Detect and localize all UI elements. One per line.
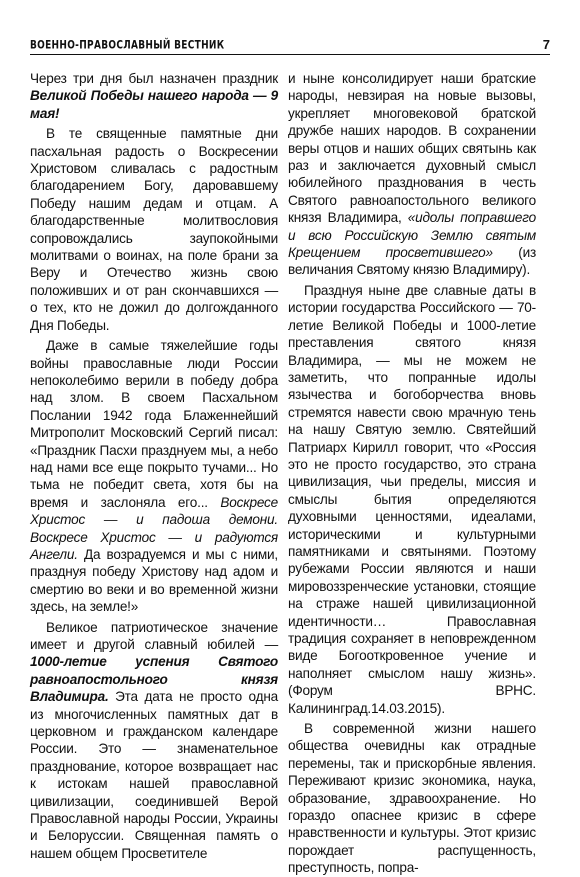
paragraph: В современной жизни нашего общества очевидны как отрадные перемены, так и прискорбные явления. Переживают кризис экономика, наука, образование, здравоохранение. Но гораздо опаснее кризис в сфере нравственности и культуры. Этот кризис порождает распущенность, преступность, попра- [288,721,536,876]
emphasis-text: 1000-летие успения Святого равноапостольного князя Владимира. [30,654,278,705]
italic-quote: «идолы поправшего и всю Российскую Землю святым Крещением просветившего» [288,210,536,261]
text-run: Через три дня был назначен праздник [30,71,278,86]
paragraph [288,70,536,279]
running-header [30,32,550,55]
text-run: Даже в самые тяжелейшие годы войны православные люди России непоколебимо верили в победу добра над злом. В своем Пасхальном Послании 1942 года Блаженнейший Митрополит Московский Сергий писал: «Праздник Пасхи празднуем мы, а небо над нами все еще покрыто тучами... Но тьма не победит света, хотя бы на время и заслоняла его... [30,338,278,510]
italic-quote: Воскресе Христос — и падоша демони. Воскресе Христос — и радуются Ангели. [30,494,278,562]
left-column [30,70,278,862]
paragraph: В те священные памятные дни пасхальная радость о Воскресении Христовом сливалась с радостным благодарением Богу, даровавшему Победу нашим дедам и отцам. А благодарственные молитвословия сопровождались заупокойными молитвами о воинах, на поле брани за Веру и Отечество жизнь свою положивших и от ран скончавшихся — о тех, кто не дожил до долгожданного Дня Победы. [30,126,278,333]
paragraph [30,619,278,863]
paragraph [30,337,278,616]
publication-title: ВОЕННО-ПРАВОСЛАВНЫЙ ВЕСТНИК [30,39,225,52]
right-column [288,70,536,877]
paragraph: Празднуя ныне две славные даты в истории государства Российского — 70-летие Великой Победы и 1000-летие преставления святого князя Владимира, — мы не можем не заметить, что попранные идолы язычества и богоборчества вновь стремятся навести свою мрачную тень на нашу Святую землю. Святейший Патриарх Кирилл говорит, что «Россия это не просто государство, это страна цивилизация, чьи пределы, миссия и смыслы бытия определяются духовными ценностями, идеалами, историческими и культурными памятниками и святынями. Поэтому рубежами России являются и наши мировоззренческие установки, стоящие на страже нашей цивилизационной идентичности… Православная традиция сохраняет в неповрежденном виде Богооткровенное учение и наполняет смыслом нашу жизнь». (Форум ВРНС. Калининград.14.03.2015). [288,282,536,716]
paragraph [30,70,278,122]
emphasis-text: Великой Победы нашего народа — 9 мая! [30,88,278,121]
text-run: Да возрадуемся и мы с ними, празднуя победу Христову над адом и смертию во веки и во временной жизни здесь, на земле!» [30,546,278,615]
text-run: (из величания Святому князю Владимиру). [288,245,536,278]
page-number: 7 [542,37,550,52]
text-run: Эта дата не просто одна из многочисленных памятных дат в церковном и гражданском календаре России. Это — знаменательное празднование, которое возвращает нас к истокам нашей православной цивилизации, соединившей Верой Православной народы России, Украины и Белоруссии. Священная память о нашем общем Просветителе [30,689,278,861]
text-run: Великое патриотическое значение имеет и другой славный юбилей — [30,619,278,652]
text-run: и ныне консолидирует наши братские народы, невзирая на новые вызовы, укрепляет многовековой братской дружбе наших народов. В сохранении веры отцов и наших общих святынь как раз и заключается духовный смысл юбилейного празднования в честь Святого равноапостольного великого князя Владимира, [288,71,536,226]
